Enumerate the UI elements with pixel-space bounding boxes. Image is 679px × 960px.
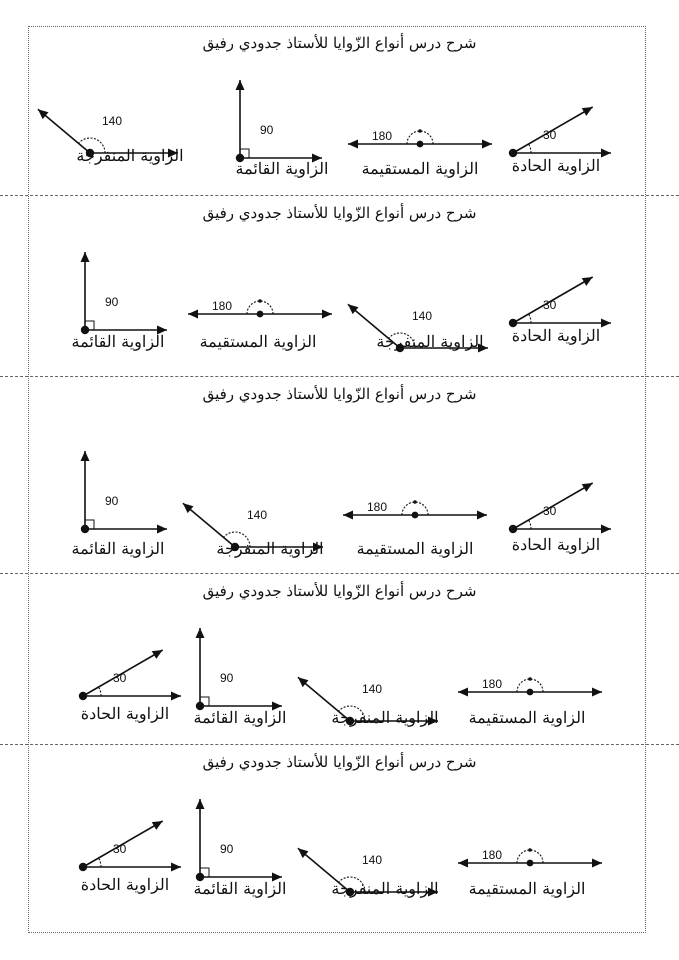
arrow-head: [81, 451, 90, 461]
arrow-head: [458, 688, 468, 697]
arrow-head: [322, 310, 332, 319]
angle-diagram: [195, 624, 285, 716]
angle-diagram: [345, 106, 495, 156]
angle-label: الزاوية الحادة: [80, 704, 170, 723]
angle-value: 30: [113, 842, 127, 856]
angle-value: 30: [543, 504, 557, 518]
vertex-dot: [509, 525, 517, 533]
angle-label: الزاوية المستقيمة: [468, 879, 586, 898]
arrow-head: [157, 525, 167, 534]
angle-diagram: [75, 785, 185, 885]
angle-label: الزاوية القائمة: [193, 708, 287, 727]
angle-diagram: [235, 76, 325, 168]
angle-value: 140: [102, 114, 123, 128]
arrow-head: [188, 310, 198, 319]
angle-diagram: [195, 795, 285, 887]
section-title: شرح درس أنواع الزّوايا للأستاذ جدودي رفيق: [202, 34, 477, 52]
angle-diagram: [80, 447, 170, 539]
angle-label: الزاوية المنفرجة: [331, 879, 439, 898]
arrow-head: [458, 859, 468, 868]
angle-value: 90: [220, 842, 234, 856]
angle-diagram: [455, 654, 605, 704]
worksheet-section-1: [0, 26, 679, 195]
section-title: شرح درس أنواع الزّوايا للأستاذ جدودي رفيق: [202, 582, 477, 600]
angle-label: الزاوية القائمة: [193, 879, 287, 898]
arrow-head: [482, 140, 492, 149]
arrow-head: [477, 511, 487, 520]
vertex-dot: [81, 525, 89, 533]
angle-value: 90: [260, 123, 274, 137]
angle-label: الزاوية الحادة: [511, 535, 601, 554]
angle-value: 90: [220, 671, 234, 685]
section-title: شرح درس أنواع الزّوايا للأستاذ جدودي رفيق: [202, 204, 477, 222]
angle-label: الزاوية الحادة: [511, 326, 601, 345]
arrow-head: [592, 688, 602, 697]
vertex-dot: [412, 512, 419, 519]
arrow-head: [601, 525, 611, 534]
arrow-head: [171, 692, 181, 701]
vertex-dot: [257, 311, 264, 318]
angle-value: 30: [543, 128, 557, 142]
arrow-head: [171, 863, 181, 872]
angle-label: الزاوية القائمة: [71, 332, 165, 351]
angle-arc: [529, 314, 531, 323]
vertex-dot: [527, 689, 534, 696]
angle-diagram: [80, 248, 170, 340]
angle-label: الزاوية المستقيمة: [361, 159, 479, 178]
angle-value: 30: [113, 671, 127, 685]
vertex-dot: [79, 692, 87, 700]
angle-diagram: [185, 276, 335, 326]
angle-label: الزاوية القائمة: [235, 159, 329, 178]
arc-marker: [418, 129, 422, 133]
angle-value: 180: [367, 500, 388, 514]
section-title: شرح درس أنواع الزّوايا للأستاذ جدودي رفيق: [202, 753, 477, 771]
arrow-head: [343, 511, 353, 520]
angle-arc: [529, 144, 531, 153]
angle-label: الزاوية الحادة: [80, 875, 170, 894]
angle-value: 90: [105, 295, 119, 309]
arrow-head: [601, 319, 611, 328]
angle-value: 140: [362, 682, 383, 696]
angle-label: الزاوية المستقيمة: [468, 708, 586, 727]
angle-diagram: [505, 447, 615, 547]
angle-value: 180: [482, 848, 503, 862]
angle-arc: [99, 687, 101, 696]
angle-arc: [529, 520, 531, 529]
worksheet-section-4: [0, 574, 679, 744]
section-title: شرح درس أنواع الزّوايا للأستاذ جدودي رفيق: [202, 385, 477, 403]
angle-value: 90: [105, 494, 119, 508]
angle-value: 180: [372, 129, 393, 143]
angle-diagram: [455, 825, 605, 875]
angle-value: 180: [482, 677, 503, 691]
arc-marker: [413, 500, 417, 504]
vertex-dot: [527, 860, 534, 867]
vertex-dot: [417, 141, 424, 148]
angle-value: 140: [412, 309, 433, 323]
angle-value: 180: [212, 299, 233, 313]
angle-diagram: [75, 614, 185, 714]
worksheet-section-3: [0, 377, 679, 573]
arrow-head: [592, 859, 602, 868]
arc-marker: [528, 677, 532, 681]
arrow-head: [196, 628, 205, 638]
arc-marker: [528, 848, 532, 852]
arrow-head: [348, 140, 358, 149]
angle-label: الزاوية المستقيمة: [199, 332, 317, 351]
angle-label: الزاوية المنفرجة: [376, 332, 484, 351]
angle-label: الزاوية الحادة: [511, 156, 601, 175]
angle-label: الزاوية المنفرجة: [331, 708, 439, 727]
angle-diagram: [340, 477, 490, 527]
angle-label: الزاوية المنفرجة: [216, 539, 324, 558]
angle-value: 30: [543, 298, 557, 312]
worksheet-section-5: [0, 745, 679, 933]
arrow-head: [81, 252, 90, 262]
vertex-dot: [79, 863, 87, 871]
arrow-head: [196, 799, 205, 809]
arrow-head: [236, 80, 245, 90]
angle-arc: [99, 858, 101, 867]
angle-label: الزاوية القائمة: [71, 539, 165, 558]
angle-label: الزاوية المنفرجة: [76, 146, 184, 165]
worksheet-section-2: [0, 196, 679, 376]
angle-value: 140: [247, 508, 268, 522]
angle-label: الزاوية المستقيمة: [356, 539, 474, 558]
arrow-head: [601, 149, 611, 158]
angle-value: 140: [362, 853, 383, 867]
arc-marker: [258, 299, 262, 303]
